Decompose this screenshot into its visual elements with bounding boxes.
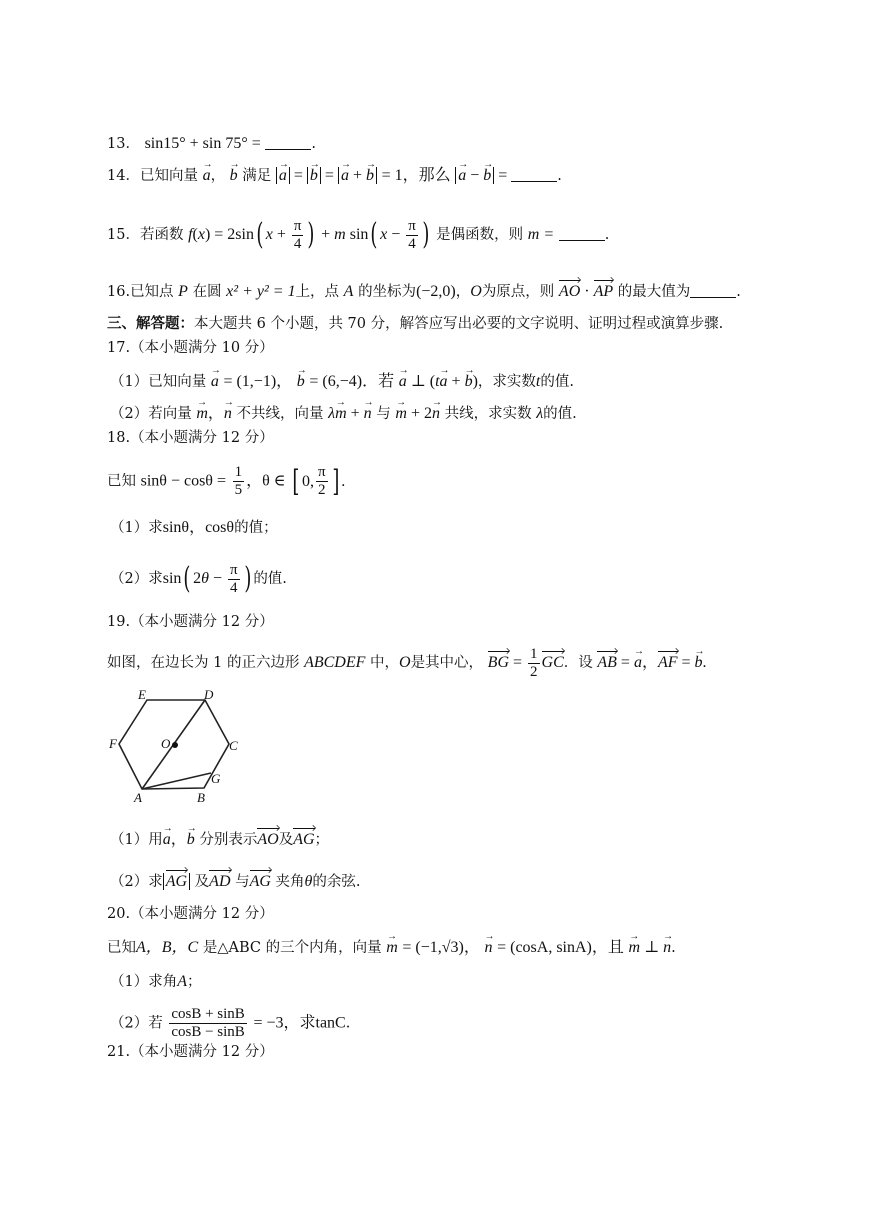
question-text: ．设 [563,655,593,672]
section-heading [107,314,723,334]
math-expression: = (cosA, sinA)，且 [497,939,624,956]
question-19-title [107,612,274,632]
question-text: （1）已知向量 [110,374,207,390]
question-text: 夹角 [275,874,305,890]
math-expression: = (1,−1)， [223,373,293,390]
norm-difference: → a − → b [455,167,494,184]
vertex-label: G [211,771,221,786]
question-title: 18.（本小题满分 12 分） [107,430,274,446]
question-18-part-2 [110,562,287,597]
vertex-label: D [204,687,214,702]
question-title: 19.（本小题满分 12 分） [107,614,274,630]
question-number: 14． [107,168,140,184]
question-text: 如图，在边长为 1 的正六边形 [107,655,300,672]
question-text: 上，点 [295,284,340,300]
question-number: 15． [107,227,140,244]
question-text: 及 [278,832,294,848]
interval: [ 0, $\frac{\pi}{2}$ ] . [292,463,346,499]
center-point [172,742,178,748]
question-text: 为原点，则 [481,284,555,300]
question-text: （2）求 [110,874,163,890]
circle-equation: x² + y² = 1 [226,283,296,300]
question-18-title [107,428,274,448]
math-expression: sinθ，cosθ [162,519,235,536]
math-variable: t [535,373,541,390]
question-text: （1）求 [110,520,163,536]
question-text: 在圆 [192,284,222,300]
question-text: 的值. [540,374,574,390]
vectors-m-n: → m，→ n [196,405,232,422]
question-number: 16. [107,284,131,300]
question-19-part-1: （1）用→ a，→ b 分别表示AO及AG； [110,828,329,850]
math-expression: = (−1,√3)， [402,939,480,956]
hexagon-name: ABCDEF [304,654,366,672]
answer-blank [265,135,311,150]
math-expression: ，θ ∈ [246,472,286,490]
comma: ， [210,168,226,184]
angles: A，B，C [136,939,199,956]
question-21-title [107,1042,274,1062]
question-text: 是其中心， [410,655,484,672]
question-text: 满足 [242,168,272,184]
vector-expression-1: λ→ m + → n [328,405,372,422]
section-instructions: 本大题共 6 个小题，共 70 分，解答应写出必要的文字说明、证明过程或演算步骤. [194,316,724,332]
vertex-label: A [134,790,142,805]
question-text: （2）若向量 [110,406,192,422]
answer-blank [511,167,557,182]
question-text: 的坐标为 [358,284,417,300]
question-title: 21.（本小题满分 12 分） [107,1044,274,1060]
question-20-part-1 [110,972,202,992]
question-text: 若函数 [139,227,184,244]
period: . [671,940,676,956]
period: . [311,136,316,152]
question-text: 已知向量 [139,168,198,184]
question-title: 17.（本小题满分 10 分） [107,340,274,356]
question-20-title [107,904,274,924]
answer-blank [559,226,605,241]
question-text: 的值. [253,571,287,588]
math-expression: = 1，那么 [381,167,451,184]
question-17-part-1: （1）已知向量 → a = (1,−1)， → b = (6,−4)．若 → a ⊥ (t→ a + → b)，求实数t的值. [110,372,574,392]
question-text: 与 [235,874,250,890]
math-variable: θ [304,873,313,890]
question-text: 不共线，向量 [236,406,324,422]
question-17-title [107,338,274,358]
question-text: ，求实数 [477,374,536,390]
question-19-part-2: （2）求 AG 及AD 与AG 夹角θ的余弦. [110,870,361,892]
question-text: ； [187,974,202,990]
math-variable: λ [536,405,544,422]
fraction: $\frac{1}{5}$ [234,464,243,498]
math-expression: = (6,−4)．若 [309,373,395,390]
question-number: 13． [107,136,140,152]
math-expression: tanC [315,1014,346,1032]
coordinate: (−2,0) [416,283,456,300]
function-definition: f(x) = 2sin( x + $\frac{\pi}{4}$ ) + m sin( x − $\frac{\pi}{4}$ ) [188,217,430,253]
vertex-label: E [138,687,146,702]
question-13 [107,134,316,154]
question-20-given: 已知A，B，C 是△ABC 的三个内角，向量 → m = (−1,√3)， → n = (cosA, sinA)，且 → m ⊥ → n. [107,938,676,958]
math-variable: A [177,973,188,990]
question-text: 及 [194,874,210,890]
norm-condition: → a = → b = → a + → b [276,167,377,184]
question-16 [107,280,741,302]
fraction: $\frac{\cos B + \sin B}{\cos B - \sin B}$ [171,1006,245,1040]
math-variable: m = [527,226,555,244]
dot-product: AO · AP [559,283,613,300]
vector-b: → b [230,166,238,186]
point-o: O [399,654,411,672]
question-text: 已知 [107,473,136,490]
question-text: 中， [370,655,399,672]
vector-definitions: AB = → a，AF = → b. [597,654,706,671]
question-text: 已知 [107,940,136,956]
section-title: 三、解答题： [107,315,194,332]
perpendicular-condition: → m ⊥ → n [629,939,672,956]
question-18-given [107,464,345,499]
period: . [736,284,741,300]
point-p: P [178,283,188,300]
question-text: 的值； [234,520,278,536]
point-a: A [343,283,354,300]
period: . [345,1015,351,1032]
question-text: 共线，求实数 [444,406,532,422]
vector-relation: BG = $\frac{1}{2}$ GC [487,646,564,680]
vectors-a-b: → a，→ b [163,831,195,848]
question-text: （2）求 [110,571,163,588]
question-text: 的余弦. [312,874,361,890]
question-15 [107,218,609,253]
math-expression: sin( 2θ − $\frac{\pi}{4}$ ) [162,561,251,597]
vector-a: → a [203,166,211,186]
question-text: 是偶函数，则 [436,227,524,244]
question-text: （2）若 [110,1015,163,1032]
vertex-label: B [197,790,205,805]
question-14: 14．已知向量 → a， → b 满足 → a = → b = → a + → b = 1，那么 → a − → b = . [107,166,562,186]
math-expression: = −3，求 [253,1014,316,1032]
vertex-label: O [161,736,171,751]
question-19-text [107,646,707,681]
hexagon-figure [107,684,247,806]
math-expression: sinθ − cosθ = [140,472,226,490]
question-20-part-2 [110,1006,350,1041]
point-o: O [470,283,482,300]
question-text: 是△ABC 的三个内角，向量 [202,940,382,956]
question-text: 的最大值为 [617,284,691,300]
perpendicular-condition: → a ⊥ (t→ a + → b) [399,373,478,390]
vector-expression-2: → m + 2→ n [395,405,440,422]
question-title: 20.（本小题满分 12 分） [107,906,274,922]
question-text: 与 [376,406,391,422]
question-text: （1）求角 [110,974,178,990]
comma: ， [455,284,471,300]
question-text: 已知点 [130,284,174,300]
math-expression: sin15° + sin 75° = [144,135,261,152]
period: . [604,227,610,244]
question-17-part-2 [110,404,577,424]
period: . [557,168,562,184]
vertex-label: C [229,738,238,753]
question-text: 分别表示 [199,832,258,848]
question-text: 的值. [543,406,577,422]
vertex-label: F [109,736,117,751]
answer-blank [690,283,736,298]
question-text: （1）用 [110,832,163,848]
question-18-part-1 [110,518,278,538]
question-text: ； [314,832,330,848]
